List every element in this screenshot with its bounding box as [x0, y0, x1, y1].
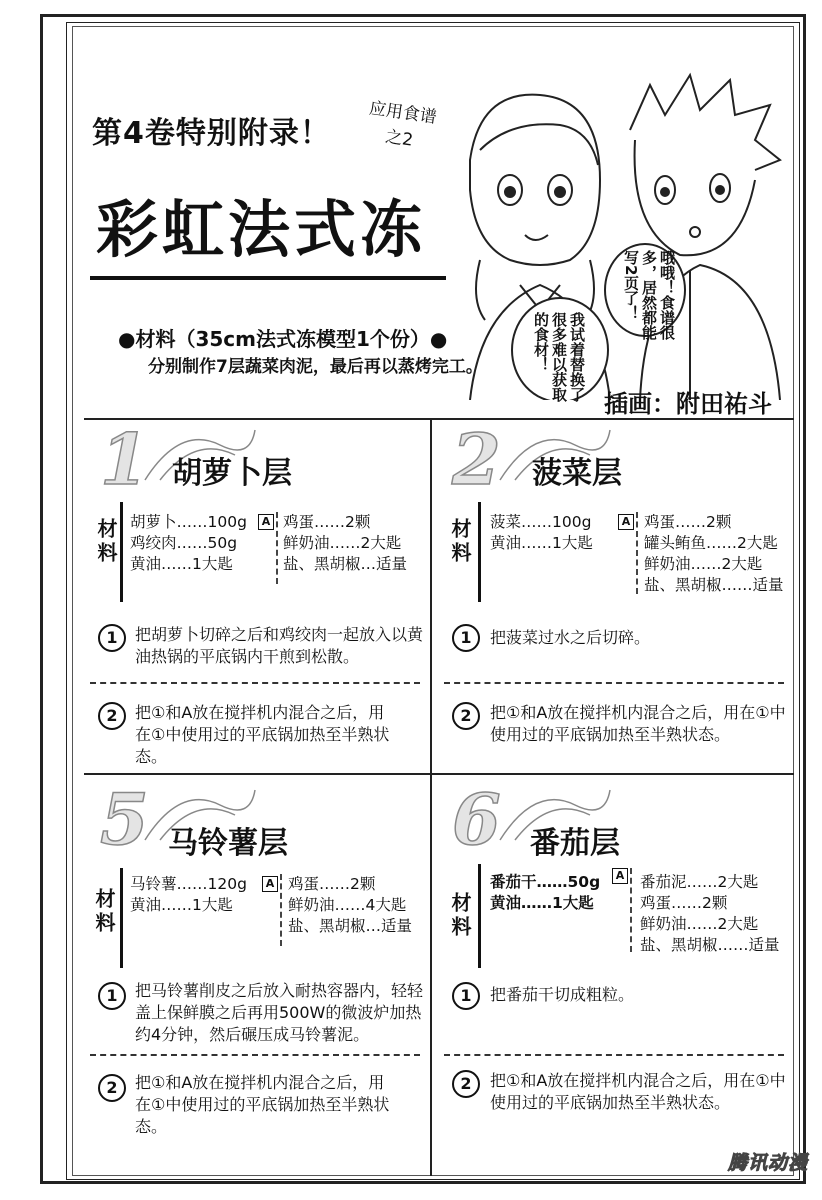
grid-middle-divider: [84, 773, 794, 775]
ingredient: 黄油……1大匙: [490, 534, 593, 552]
section-title: 马铃薯层: [168, 826, 288, 861]
step-number-icon: 1: [98, 982, 126, 1010]
step-number-icon: 1: [452, 624, 480, 652]
recipe-tag-line2: 之2: [384, 127, 415, 151]
group-a-mark: A: [262, 876, 278, 892]
ingredient: 鲜奶油……2大匙: [644, 555, 763, 573]
materials-heading: ●材料（35cm法式冻模型1个份）●: [118, 327, 448, 351]
step-text: 把胡萝卜切碎之后和鸡绞肉一起放入以黄油热锅的平底锅内干煎到松散。: [135, 625, 424, 666]
ingredient: 鸡蛋……2颗: [644, 513, 732, 531]
step-number-icon: 1: [98, 624, 126, 652]
step-divider: [90, 682, 420, 684]
step-text: 把①和A放在搅拌机内混合之后，用在①中使用过的平底锅加热至半熟状态。: [135, 703, 390, 766]
section-title: 番茄层: [530, 826, 620, 861]
group-a-mark: A: [258, 514, 274, 530]
ingredient-a-list: [288, 874, 412, 937]
ingredient: 鲜奶油……4大匙: [288, 896, 407, 914]
ingredient-main-list: [130, 874, 247, 916]
ingredient-a-list: [644, 512, 784, 596]
group-a-divider: [276, 512, 278, 584]
step-text: 把马铃薯削皮之后放入耐热容器内，轻轻盖上保鲜膜之后再用500W的微波炉加热约4分钟，然后碾压成马铃薯泥。: [135, 981, 424, 1044]
step-divider: [444, 1054, 784, 1056]
ingredient: 番茄泥……2大匙: [640, 873, 759, 891]
grid-top-divider: [84, 418, 794, 420]
recipe-tag-line1: 应用食谱: [367, 98, 438, 128]
step-number-icon: 2: [452, 1070, 480, 1098]
grid-vertical-divider: [430, 418, 432, 1176]
speech-bubble-boy: 哦哦！食谱很多，居然都能写2页了！: [622, 250, 676, 340]
ingredient: 番茄干……50g: [490, 873, 601, 891]
step-text: 把菠菜过水之后切碎。: [490, 628, 651, 647]
section-number: 1: [100, 418, 149, 501]
ingredient: 盐、黑胡椒……适量: [644, 576, 784, 594]
group-a-divider: [636, 512, 638, 594]
section-number: 2: [452, 418, 501, 501]
ingredient: 马铃薯……120g: [130, 875, 247, 893]
section-number: 5: [100, 778, 149, 861]
step-text: 把①和A放在搅拌机内混合之后，用在①中使用过的平底锅加热至半熟状态。: [135, 1073, 390, 1136]
ingredient-main-list: [490, 512, 593, 554]
step-number-icon: 2: [98, 702, 126, 730]
step-number-icon: 2: [452, 702, 480, 730]
materials-bar: [478, 502, 481, 602]
ingredient-a-list: [640, 872, 780, 956]
section-title: 菠菜层: [532, 456, 622, 491]
group-a-mark: A: [612, 868, 628, 884]
step-number-icon: 1: [452, 982, 480, 1010]
ingredient: 鸡绞肉……50g: [130, 534, 238, 552]
illustrator-credit: 插画：附田祐斗: [604, 390, 772, 418]
materials-bar: [120, 868, 123, 968]
materials-label: 材料: [448, 892, 472, 940]
ingredient: 鸡蛋……2颗: [283, 513, 371, 531]
ingredient-main-list: [490, 872, 600, 914]
watermark-logo: 腾讯动漫: [728, 1152, 809, 1174]
ingredient: 盐、黑胡椒…适量: [283, 555, 408, 573]
step-divider: [90, 1054, 420, 1056]
appendix-subtitle: 第4卷特别附录！: [92, 116, 331, 151]
group-a-divider: [280, 874, 282, 946]
ingredient: 鸡蛋……2颗: [288, 875, 376, 893]
ingredient: 罐头鲔鱼……2大匙: [644, 534, 778, 552]
page-title: 彩虹法式冻: [96, 193, 427, 266]
ingredient-main-list: [130, 512, 247, 575]
step-text: 把①和A放在搅拌机内混合之后，用在①中使用过的平底锅加热至半熟状态。: [490, 1071, 786, 1112]
materials-label: 材料: [94, 518, 118, 566]
group-a-divider: [630, 868, 632, 952]
step-number-icon: 2: [98, 1074, 126, 1102]
step-divider: [444, 682, 784, 684]
step-text: 把番茄干切成粗粒。: [490, 985, 635, 1004]
materials-note: 分别制作7层蔬菜肉泥，最后再以蒸烤完工。: [148, 357, 483, 377]
section-number: 6: [452, 778, 501, 861]
materials-label: 材料: [448, 518, 472, 566]
materials-bar: [478, 864, 481, 968]
ingredient: 黄油……1大匙: [130, 555, 233, 573]
ingredient: 盐、黑胡椒……适量: [640, 936, 780, 954]
materials-bar: [120, 502, 123, 602]
ingredient: 鲜奶油……2大匙: [640, 915, 759, 933]
speech-bubble-girl: 我试着替换了很多难以获取的食材！: [532, 312, 586, 402]
materials-label: 材料: [92, 888, 116, 936]
section-title: 胡萝卜层: [172, 456, 292, 491]
ingredient: 黄油……1大匙: [130, 896, 233, 914]
ingredient: 盐、黑胡椒…适量: [288, 917, 413, 935]
ingredient: 菠菜……100g: [490, 513, 592, 531]
ingredient: 鸡蛋……2颗: [640, 894, 728, 912]
group-a-mark: A: [618, 514, 634, 530]
step-text: 把①和A放在搅拌机内混合之后，用在①中使用过的平底锅加热至半熟状态。: [490, 703, 786, 744]
ingredient: 黄油……1大匙: [490, 894, 594, 912]
ingredient: 胡萝卜……100g: [130, 513, 247, 531]
character-illustration: [450, 70, 790, 400]
ingredient: 鲜奶油……2大匙: [283, 534, 402, 552]
ingredient-a-list: [283, 512, 407, 575]
